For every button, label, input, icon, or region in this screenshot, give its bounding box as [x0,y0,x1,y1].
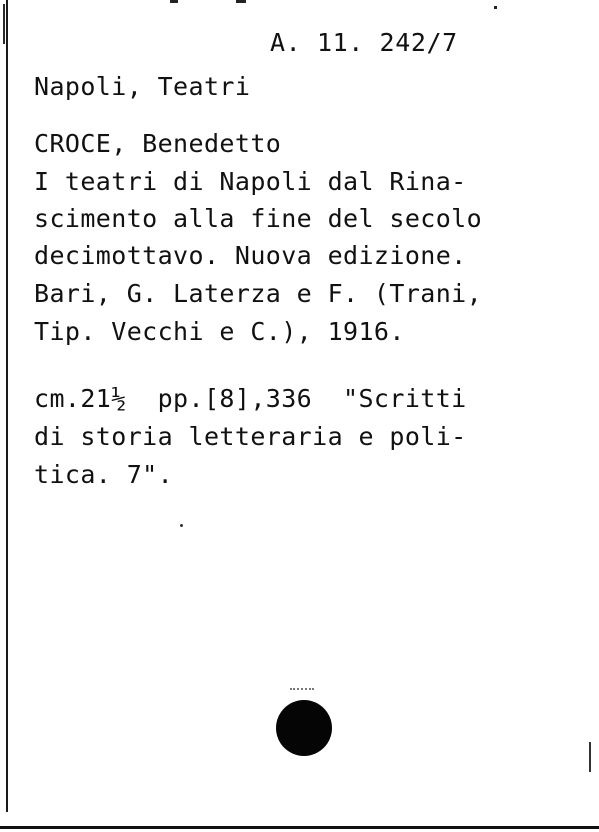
collation-line: di storia letteraria e poli- [34,422,467,451]
scan-mark [494,6,497,9]
title-line: Tip. Vecchi e C.), 1916. [34,317,405,346]
scan-mark [236,0,246,3]
card-left-edge [6,0,8,812]
punch-hole-outline [290,688,314,694]
collation-line: cm.21½ pp.[8],336 "Scritti [34,384,467,413]
card-right-edge-mark [589,742,591,772]
subject-heading: Napoli, Teatri [34,72,251,101]
title-line: decimottavo. Nuova edizione. [34,241,467,270]
call-number: A. 11. 242/7 [270,28,458,57]
punch-hole [276,700,332,756]
title-line: I teatri di Napoli dal Rina- [34,167,467,196]
scan-mark [170,0,178,3]
card-left-edge-mark [3,4,5,44]
ink-dot [180,524,183,527]
author-heading: CROCE, Benedetto [34,129,282,158]
title-line: scimento alla fine del secolo [34,204,483,233]
title-line: Bari, G. Laterza e F. (Trani, [34,279,483,308]
collation-line: tica. 7". [34,460,174,489]
card-bottom-edge [0,826,599,829]
